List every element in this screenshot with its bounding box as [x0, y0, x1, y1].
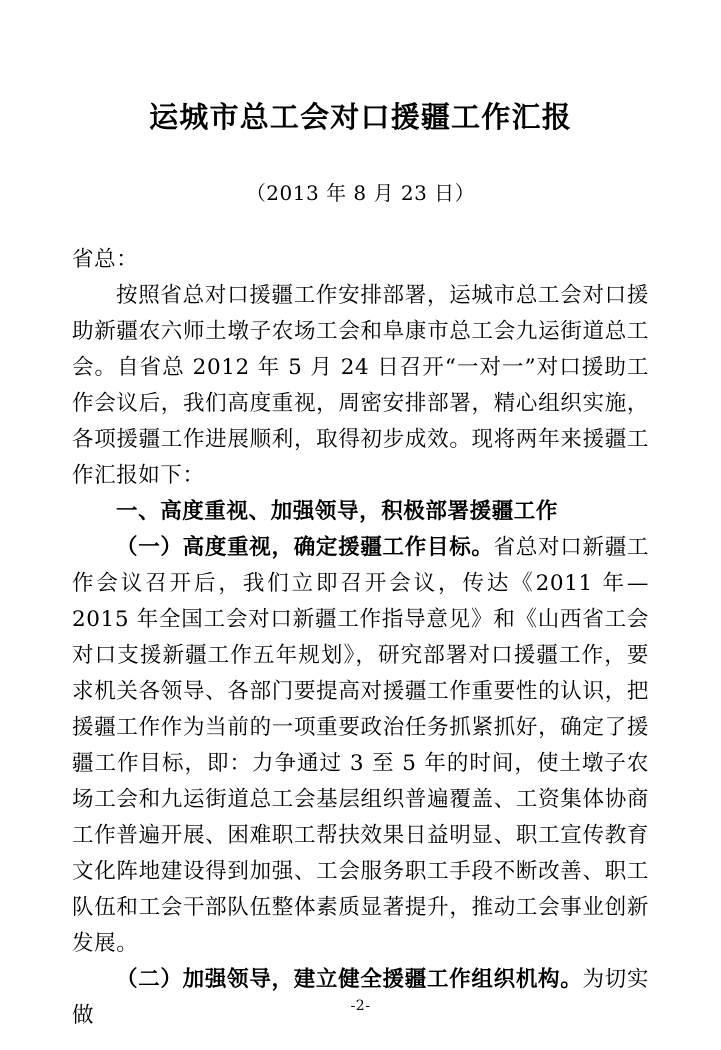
- document-body: [72, 206, 649, 1034]
- section-heading-one: 一、高度重视、加强领导，积极部署援疆工作: [116, 498, 559, 524]
- paragraph-subsection-one: [72, 530, 649, 962]
- page-title: 运城市总工会对口援疆工作汇报: [149, 100, 572, 134]
- subsection-two-lead: （二）加强领导，建立健全援疆工作组织机构。: [116, 966, 583, 992]
- subsection-one-body: 省总对口新疆工作会议召开后，我们立即召开会议，传达《2011 年—2015 年全国工会对口新疆工作指导意见》和《山西省工会对口支援新疆工作五年规划》，研究部署对口援疆工作，要求机关各领导、各部门要提高对援疆工作重要性的认识，把援疆工作作为当前的一项重要政治任务抓紧抓好，确定了援疆工作目标，即：力争通过 3 至 5 年的时间，使土墩子农场工会和九运街道总工会基层组织普遍覆盖、工资集体协商工作普遍开展、困难职工帮扶效果日益明显、职工宣传教育文化阵地建设得到加强、工会服务职工手段不断改善、职工队伍和工会干部队伍整体素质显著提升，推动工会事业创新发展。: [72, 534, 650, 956]
- document-date: （2013 年 8 月 23 日）: [245, 180, 476, 205]
- subsection-one-lead: （一）高度重视，确定援疆工作目标。: [116, 534, 494, 560]
- page-number: -2-: [350, 998, 371, 1014]
- paragraph-intro: 按照省总对口援疆工作安排部署，运城市总工会对口援助新疆农六师土墩子农场工会和阜康市总工会九运街道总工会。自省总 2012 年 5 月 24 日召开“一对一”对口援助工作会议后，我们高度重视，周密安排部署，精心组织实施，各项援疆工作进展顺利，取得初步成效。现将两年来援疆工作汇报如下：: [72, 282, 649, 488]
- subsection-two-body: 为切实做: [72, 966, 649, 1028]
- salutation: 省总：: [72, 246, 139, 272]
